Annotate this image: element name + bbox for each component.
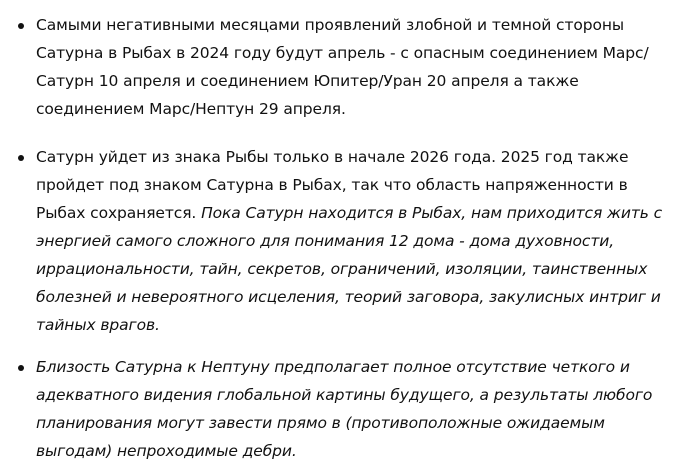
bullet-marker [18, 365, 24, 371]
paragraph-text: Самыми негативными месяцами проявлений злобной и темной стороны Сатурна в Рыбах в 2024 году будут апрель - с опасным соединением Марс/Сатурн 10 апреля и соединением Юпитер/Уран 20 апреля а также соединением Марс/Нептун 29 апреля. [36, 16, 649, 118]
list-item-text [36, 11, 668, 123]
bullet-marker [18, 155, 24, 161]
list-item-text [36, 353, 668, 465]
italic-text: Близость Сатурна к Нептуну предполагает полное отсутствие четкого и адекватного видения глобальной картины будущего, а результаты любого планирования могут завести прямо в (противоположные ожидаемым выгодам) непроходимые дебри. [36, 358, 653, 460]
italic-text: Пока Сатурн находится в Рыбах, нам приходится жить с энергией самого сложного для понимания 12 дома - дома духовности, иррациональности, тайн, секретов, ограничений, изоляции, таинственных болезней и невероятного исцеления, теорий заговора, закулисных интриг и тайных врагов. [36, 204, 663, 334]
bullet-marker [18, 23, 24, 29]
paragraph-text: Сатурн уйдет из знака Рыбы только в начале 2026 года. 2025 год также пройдет под знаком Сатурна в Рыбах, так что область напряженности в Рыбах сохраняется. [36, 148, 629, 222]
list-item-text [36, 143, 668, 339]
